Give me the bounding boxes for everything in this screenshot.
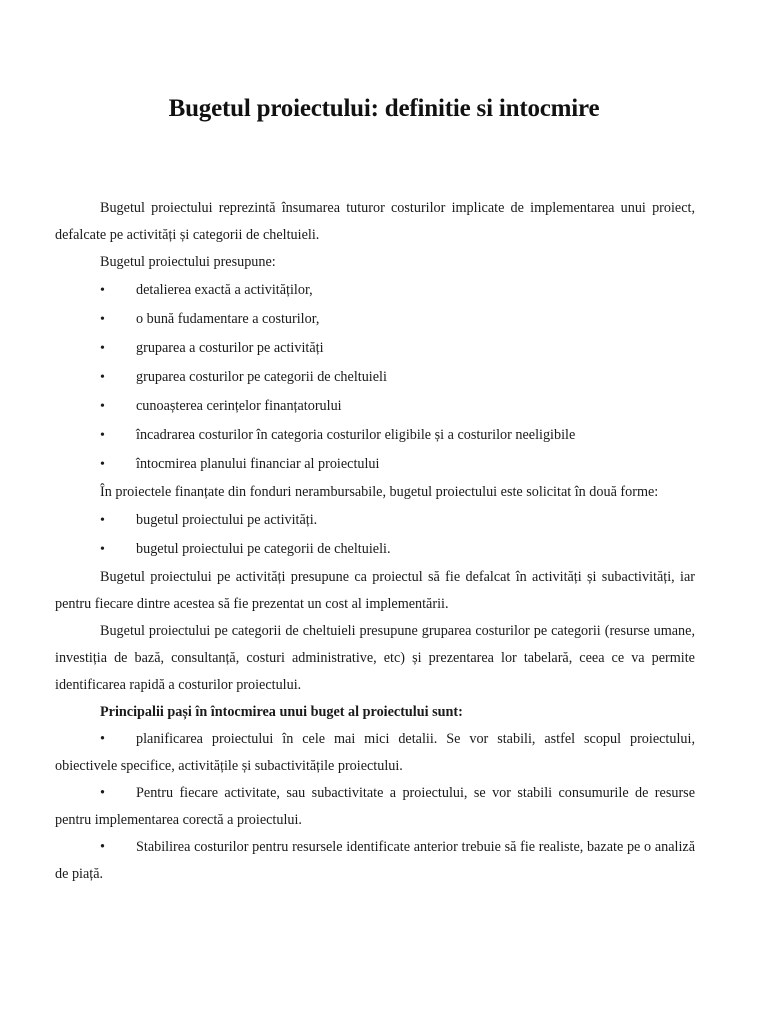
section-heading-steps: Principalii pași în întocmirea unui buget al proiectului sunt: bbox=[100, 704, 463, 720]
list-item bbox=[55, 276, 695, 305]
list-item bbox=[55, 392, 695, 421]
paragraph-presupune: Bugetul proiectului presupune: bbox=[100, 254, 276, 270]
list-item-text: încadrarea costurilor în categoria costurilor eligibile și a costurilor neeligibile bbox=[136, 427, 576, 443]
list-item-text: bugetul proiectului pe categorii de cheltuieli. bbox=[136, 541, 391, 557]
bullet-icon: • bbox=[100, 399, 105, 414]
list-item bbox=[55, 363, 695, 392]
list-item bbox=[55, 450, 695, 479]
bullet-icon: • bbox=[100, 370, 105, 385]
bullet-icon: • bbox=[100, 457, 105, 472]
list-item bbox=[55, 305, 695, 334]
list-item bbox=[55, 334, 695, 363]
list-item-text: bugetul proiectului pe activități. bbox=[136, 512, 318, 528]
steps-list bbox=[55, 726, 695, 888]
list-item-text: gruparea a costurilor pe activități bbox=[136, 340, 324, 356]
list-item bbox=[55, 506, 695, 535]
bullet-icon: • bbox=[100, 839, 105, 855]
paragraph-activities-budget: Bugetul proiectului pe activități presupune ca proiectul să fie defalcat în activități și subactivități, iar pentru fiecare dintre acestea să fie prezentat un cost al implementării. bbox=[55, 569, 695, 612]
list-item-text: întocmirea planului financiar al proiectului bbox=[136, 456, 380, 472]
step-text: Pentru fiecare activitate, sau subactivitate a proiectului, se vor stabili consumurile de resurse pentru implementarea corectă a proiectului. bbox=[55, 785, 695, 828]
bullet-icon: • bbox=[100, 283, 105, 298]
document-title: Bugetul proiectului: definitie si intocmire bbox=[168, 95, 600, 122]
step-item bbox=[55, 834, 695, 888]
bullet-icon: • bbox=[100, 731, 105, 747]
paragraph-intro: Bugetul proiectului reprezintă însumarea tuturor costurilor implicate de implementarea unui proiect, defalcate pe activități și categorii de cheltuieli. bbox=[55, 200, 695, 243]
list-item bbox=[55, 421, 695, 450]
bullet-icon: • bbox=[100, 428, 105, 443]
step-item bbox=[55, 726, 695, 780]
bullet-list-requirements bbox=[55, 276, 695, 479]
list-item-text: gruparea costurilor pe categorii de cheltuieli bbox=[136, 369, 387, 385]
bullet-icon: • bbox=[100, 542, 105, 557]
bullet-icon: • bbox=[100, 785, 105, 801]
paragraph-forms: În proiectele finanțate din fonduri nerambursabile, bugetul proiectului este solicitat în două forme: bbox=[100, 484, 659, 500]
paragraph-categories-budget: Bugetul proiectului pe categorii de cheltuieli presupune gruparea costurilor pe categorii (resurse umane, investiția de bază, consultanță, costuri administrative, etc) și prezentarea lor tabelară, ceea ce va permite identificarea rapidă a costurilor proiectului. bbox=[55, 623, 695, 693]
step-text: Stabilirea costurilor pentru resursele identificate anterior trebuie să fie realiste, bazate pe o analiză de piață. bbox=[55, 839, 695, 882]
list-item bbox=[55, 535, 695, 564]
list-item-text: detalierea exactă a activităților, bbox=[136, 282, 313, 298]
bullet-icon: • bbox=[100, 341, 105, 356]
list-item-text: cunoașterea cerințelor finanțatorului bbox=[136, 398, 342, 414]
document-body bbox=[55, 195, 695, 888]
bullet-icon: • bbox=[100, 312, 105, 327]
bullet-icon: • bbox=[100, 513, 105, 528]
list-item-text: o bună fudamentare a costurilor, bbox=[136, 311, 320, 327]
step-text: planificarea proiectului în cele mai mici detalii. Se vor stabili, astfel scopul proiectului, obiectivele specifice, activitățile și subactivitățile proiectului. bbox=[55, 731, 695, 774]
step-item bbox=[55, 780, 695, 834]
bullet-list-forms bbox=[55, 506, 695, 564]
